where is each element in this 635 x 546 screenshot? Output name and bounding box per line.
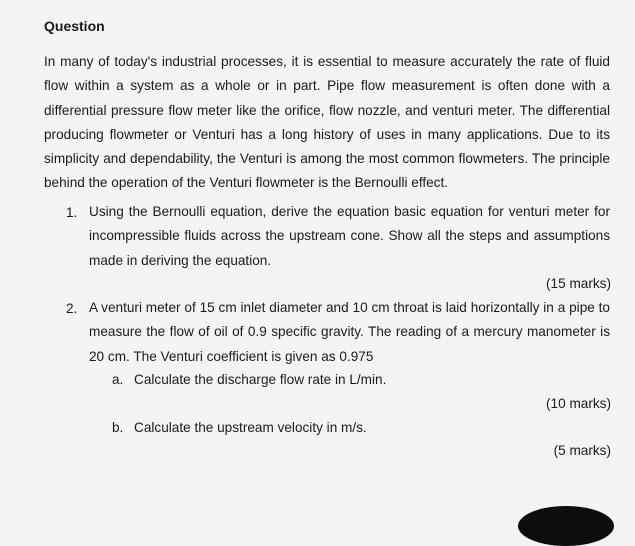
- question-2-number: 2.: [66, 301, 78, 316]
- question-1-number: 1.: [66, 205, 78, 220]
- dark-shape: [518, 506, 614, 546]
- part-b-marks: (5 marks): [553, 443, 611, 458]
- question-1-marks: (15 marks): [546, 276, 611, 291]
- intro-paragraph: In many of today's industrial processes, it is essential to measure accurately the rate of fluid flow within a system as a whole or in part. Pipe flow measurement is often done with a differential pressure flow meter like the orifice, flow nozzle, and venturi meter. The differential producing flowmeter or Venturi has a long history of uses in many applications. Due to its simplicity and dependability, the Venturi is among the most common flowmeters. The principle behind the operation of the Venturi flowmeter is the Bernoulli effect.: [44, 54, 610, 191]
- question-heading: Question: [44, 18, 105, 34]
- question-2-text: A venturi meter of 15 cm inlet diameter and 10 cm throat is laid horizontally in a pipe to measure the flow of oil of 0.9 specific gravity. The reading of a mercury manometer is 20 cm. The Venturi coefficient is given as 0.975: [89, 300, 610, 364]
- part-b-letter: b.: [112, 420, 124, 435]
- part-a-marks: (10 marks): [546, 396, 611, 411]
- part-a-text: Calculate the discharge flow rate in L/min.: [134, 372, 387, 387]
- part-b-text: Calculate the upstream velocity in m/s.: [134, 420, 367, 435]
- question-1-text: Using the Bernoulli equation, derive the equation basic equation for venturi meter for incompressible fluids across the upstream cone. Show all the steps and assumptions made in deriving the equation.: [89, 204, 610, 268]
- part-a-letter: a.: [112, 372, 124, 387]
